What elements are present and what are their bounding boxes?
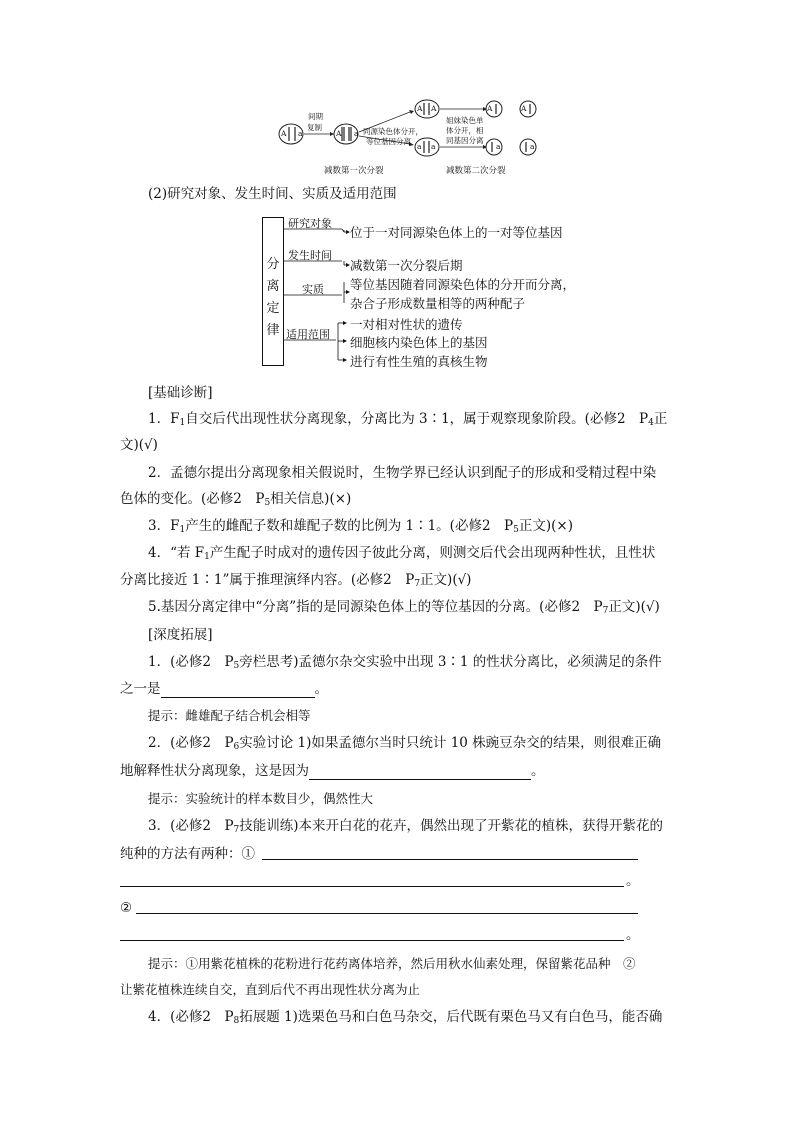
period: 。 — [626, 927, 640, 943]
label-homolog-separation: 同源染色体分开， — [363, 127, 423, 136]
subscript: 1 — [204, 552, 210, 562]
row-content-research-object: 位于一对同源染色体上的一对等位基因 — [350, 225, 563, 240]
row-content-occurrence-time: 减数第一次分裂后期 — [350, 258, 463, 273]
text: 。 — [531, 763, 545, 779]
question-2-cont — [120, 762, 545, 780]
text: 正文)(√) — [420, 572, 472, 588]
row-content-essence-1: 等位基因随着同源染色体的分开而分离， — [350, 277, 576, 292]
question-3 — [148, 817, 663, 839]
allele-label: a — [417, 142, 422, 151]
diagnosis-item-1-cont: 文)(√) — [120, 437, 158, 453]
allele-label: a — [431, 142, 436, 151]
row-label-research-object: 研究对象 — [288, 217, 332, 230]
label-replication: 复制 — [307, 123, 322, 132]
text: 正文)(×) — [518, 518, 573, 534]
hint-2: 提示：实验统计的样本数目少，偶然性大 — [148, 791, 374, 806]
subscript: 7 — [233, 825, 240, 835]
hint-1: 提示：雌雄配子结合机会相等 — [148, 708, 311, 723]
basic-diagnosis-heading: [基础诊断] — [148, 385, 213, 401]
text: 色体的变化。(必修2 P — [120, 491, 265, 507]
allele-label: a — [530, 142, 535, 151]
subscript: 1 — [179, 525, 186, 535]
diagnosis-item-4 — [148, 544, 655, 566]
text: 技能训练)本来开白花的花卉，偶然出现了开紫花的植株，获得开紫花的 — [239, 818, 664, 834]
label-sister-separation: 姐妹染色单 — [446, 116, 484, 125]
period: 。 — [626, 873, 640, 889]
subscript: 7 — [602, 606, 609, 616]
diagnosis-item-3 — [148, 517, 573, 539]
question-4 — [148, 1008, 662, 1030]
text: 1．F — [148, 411, 180, 427]
section-title: (2)研究对象、发生时间、实质及适用范围 — [148, 186, 397, 202]
meiosis-diagram — [270, 92, 550, 180]
hint-3: 提示：①用紫花植株的花粉进行花药离体培养，然后用秋水仙素处理，保留紫花品种 ② — [148, 956, 636, 971]
hint-3-cont: 让紫花植株连续自交，直到后代不再出现性状分离为止 — [120, 982, 421, 997]
text: 4．“若 F — [148, 545, 205, 561]
diagnosis-item-4-cont — [120, 571, 471, 593]
text: 5.基因分离定律中“分离”指的是同源染色体上的等位基因的分离。(必修2 P — [148, 599, 603, 615]
subscript: 6 — [233, 742, 240, 752]
allele-label: a — [354, 129, 359, 138]
subscript: 4 — [648, 418, 654, 428]
allele-label: A — [281, 129, 287, 138]
answer-line[interactable] — [262, 859, 638, 860]
deep-extension-heading: [深度拓展] — [148, 627, 213, 643]
text: 拓展题 1)选栗色马和白色马杂交，后代既有栗色马又有白色马，能否确 — [239, 1009, 663, 1025]
law-name-char: 律 — [266, 323, 280, 338]
label-sister-separation: 同基因分离 — [446, 136, 484, 145]
allele-label: a — [496, 142, 501, 151]
answer-blank[interactable] — [309, 765, 531, 780]
allele-label: a — [298, 129, 303, 138]
law-name-char: 离 — [266, 279, 280, 294]
subscript: 5 — [264, 498, 271, 508]
text: 2．(必修2 P — [148, 735, 234, 751]
subscript: 8 — [233, 1016, 240, 1026]
scope-item: 细胞核内染色体上的基因 — [350, 335, 488, 350]
text: 。 — [314, 681, 328, 697]
text: 旁栏思考)孟德尔杂交实验中出现 3∶1 的性状分离比，必须满足的条件 — [239, 654, 662, 670]
text: 之一是 — [120, 681, 161, 697]
subscript: 1 — [179, 418, 186, 428]
text: 1．(必修2 P — [148, 654, 234, 670]
text: 3．(必修2 P — [148, 818, 234, 834]
row-content-essence-2: 杂合子形成数量相等的两种配子 — [350, 296, 526, 311]
meiosis-figure — [270, 92, 550, 180]
text: 自交后代出现性状分离现象，分离比为 3∶1，属于观察现象阶段。(必修2 P — [185, 411, 649, 427]
answer-line[interactable] — [120, 886, 624, 887]
label-sister-separation: 体分开，相 — [446, 126, 484, 135]
diagnosis-item-2-cont — [120, 490, 351, 512]
text: 正文)(√) — [608, 599, 660, 615]
answer-blank[interactable] — [161, 683, 315, 698]
subscript: 5 — [513, 525, 519, 535]
caption-meiosis-1: 减数第一次分裂 — [324, 166, 384, 176]
allele-label: A — [431, 104, 437, 113]
question-1 — [148, 653, 662, 675]
caption-meiosis-2: 减数第二次分裂 — [446, 166, 506, 176]
subscript: 5 — [233, 661, 240, 671]
text: 纯种的方法有两种：① — [120, 846, 255, 862]
text: 正 — [653, 411, 668, 427]
question-3-cont — [120, 845, 255, 863]
text: 4．(必修2 P — [148, 1009, 234, 1025]
diagnosis-item-5 — [148, 598, 660, 620]
text: 3．F — [148, 518, 180, 534]
allele-label: A — [521, 104, 527, 113]
option-2-marker: ② — [120, 900, 133, 916]
text: 实验讨论 1)如果孟德尔当时只统计 10 株豌豆杂交的结果，则很难正确 — [239, 735, 662, 751]
label-interphase: 间期 — [308, 112, 323, 121]
question-2 — [148, 734, 661, 756]
question-1-cont — [120, 680, 328, 698]
text: 产生配子时成对的遗传因子彼此分离，则测交后代会出现两种性状，且性状 — [209, 545, 656, 561]
subscript: 7 — [414, 579, 421, 589]
scope-item: 进行有性生殖的真核生物 — [350, 354, 488, 369]
law-name-char: 定 — [266, 301, 280, 316]
answer-line[interactable] — [120, 940, 624, 941]
allele-label: A — [417, 104, 423, 113]
answer-line[interactable] — [136, 913, 638, 914]
row-label-essence: 实质 — [302, 283, 324, 296]
row-label-occurrence-time: 发生时间 — [288, 249, 332, 262]
text: 产生的雌配子数和雄配子数的比例为 1∶1。(必修2 P — [185, 518, 514, 534]
diagnosis-item-1 — [148, 410, 667, 432]
allele-label: A — [336, 129, 342, 138]
text: 相关信息)(×) — [270, 491, 352, 507]
law-diagram — [260, 212, 590, 372]
label-allele-separation: 等位基因分离 — [366, 137, 411, 146]
text: 地解释性状分离现象，这是因为 — [120, 763, 309, 779]
law-name-char: 分 — [266, 257, 280, 272]
diagnosis-item-2: 2．孟德尔提出分离现象相关假说时，生物学界已经认识到配子的形成和受精过程中染 — [148, 465, 657, 481]
allele-label: A — [487, 104, 493, 113]
text: 分离比接近 1∶1”属于推理演绎内容。(必修2 P — [120, 572, 415, 588]
row-label-scope: 适用范围 — [286, 328, 330, 341]
scope-item: 一对相对性状的遗传 — [350, 317, 463, 332]
